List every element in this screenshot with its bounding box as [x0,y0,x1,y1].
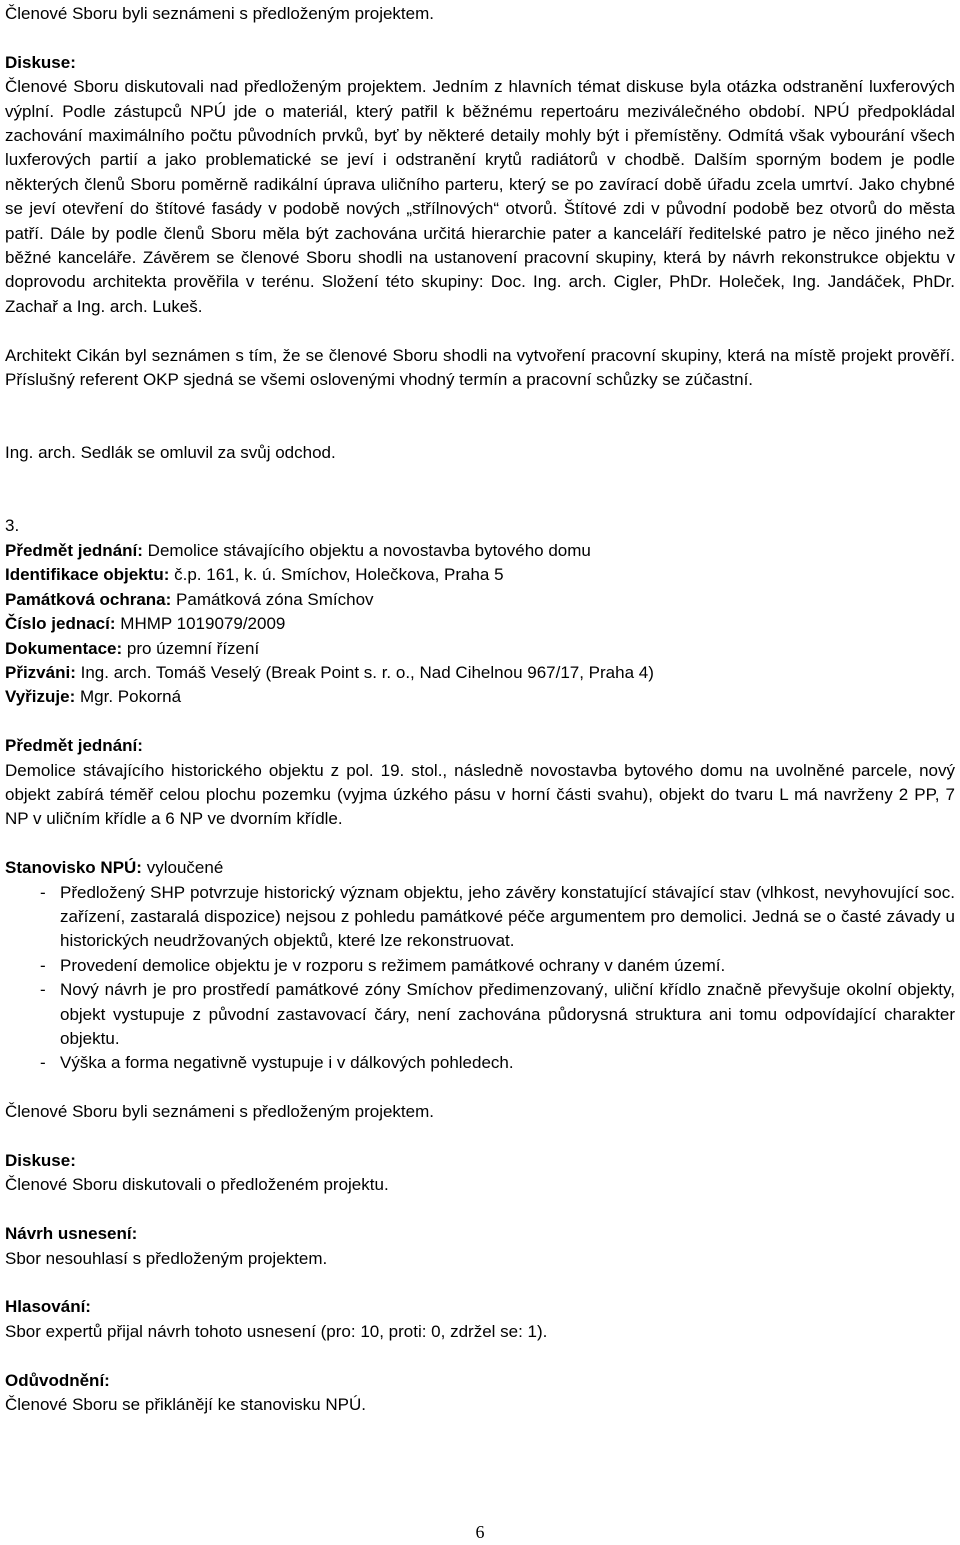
field-handled-by: Vyřizuje: Mgr. Pokorná [5,687,182,707]
npu-heading-line [5,856,955,880]
field-reference-number: Číslo jednací: MHMP 1019079/2009 [5,614,286,634]
npu-points [5,881,955,1076]
discussion-heading: Diskuse: [5,52,76,72]
page-number: 6 [475,1522,485,1542]
vote-section [5,1295,955,1344]
discussion-section [5,51,955,319]
field-subject: Předmět jednání: Demolice stávajícího objektu a novostavba bytového domu [5,540,591,560]
discussion2-text: Členové Sboru diskutovali o předloženém projektu. [5,1175,389,1195]
field-invited: Přizváni: Ing. arch. Tomáš Veselý (Break Point s. r. o., Nad Cihelnou 967/17, Praha 4) [5,662,654,682]
intro-paragraph: Členové Sboru byli seznámeni s předloženým projektem. [5,4,434,23]
list-item: - Předložený SHP potvrzuje historický význam objektu, jeho závěry konstatující stávající stav (vlhkost, nevyhovující soc. zařízení, zastaralá dispozice) nejsou z pohledu památkové péče argumentem pro demolici. Jedná se o časté závady u historických neudržovaných objektů, které lze rekonstruovat. [40,882,955,951]
subject-text: Demolice stávajícího historického objektu z pol. 19. stol., následně novostavba bytového domu na uvolněné parcele, nový objekt zabírá téměř celou plochu pozemku (vyjma úzkého pásu v horní části svahu), objekt do tvaru L má navrženy 2 PP, 7 NP v uličním křídle a 6 NP ve dvorním křídle. [5,760,955,829]
departure-note: Ing. arch. Sedlák se omluvil za svůj odchod. [5,443,336,463]
resolution-text: Sbor nesouhlasí s předloženým projektem. [5,1248,328,1268]
npu-section [5,856,955,1076]
field-protection: Památková ochrana: Památková zóna Smíchov [5,589,374,609]
subject-section [5,734,955,832]
vote-text: Sbor expertů přijal návrh tohoto usnesení (pro: 10, proti: 0, zdržel se: 1). [5,1321,548,1341]
subject-heading: Předmět jednání: [5,736,143,756]
list-item: - Provedení demolice objektu je v rozporu s režimem památkové ochrany v daném území. [40,955,726,975]
npu-verdict: vyloučené [146,858,224,878]
reasoning-heading: Odůvodnění: [5,1370,110,1390]
architect-note: Architekt Cikán byl seznámen s tím, že se členové Sboru shodli na vytvoření pracovní skupiny, která na místě projekt prověří. Příslušný referent OKP sjedná se všemi oslovenými vhodný termín a pracovní schůzky se zúčastní. [5,345,955,390]
list-item: - Nový návrh je pro prostředí památkové zóny Smíchov předimenzovaný, uliční křídlo značně převyšuje okolní objekty, objekt vystupuje z původní zastavovací čáry, není zachována půdorysná struktura ani tomu odpovídající charakter objektu. [40,980,955,1048]
npu-heading: Stanovisko NPÚ: [5,858,142,878]
resolution-heading: Návrh usnesení: [5,1224,138,1244]
resolution-section [5,1222,955,1271]
item-fields [5,539,955,710]
field-identification: Identifikace objektu: č.p. 161, k. ú. Smíchov, Holečkova, Praha 5 [5,565,504,585]
acquainted-paragraph: Členové Sboru byli seznámeni s předloženým projektem. [5,1102,434,1122]
field-documentation: Dokumentace: pro územní řízení [5,638,260,658]
item-number: 3. [5,516,20,536]
reasoning-text: Členové Sboru se přiklánějí ke stanovisku NPÚ. [5,1394,366,1414]
document-page [5,2,955,1417]
list-item: - Výška a forma negativně vystupuje i v dálkových pohledech. [40,1053,514,1073]
discussion-text: Členové Sboru diskutovali nad předloženým projektem. Jedním z hlavních témat diskuse byla otázka odstranění luxferových výplní. Podle zástupců NPÚ jde o materiál, který patřil k běžnému repertoáru meziválečného období. NPÚ předpokládal zachování maximálního počtu původních prvků, byť by některé detaily mohly být i přemístěny. Odmítá však vybourání všech luxferových partií a jako problematické se jeví i odstranění krytů radiátorů v chodbě. Dalším sporným bodem je podle některých členů Sboru poměrně radikální úprava uličního parteru, který se po zavírací době úřadu zcela umrtví. Jako chybné se jeví otevření do štítové fasády v podobě nových „střílnových“ otvorů. Štítové zdi v původní podobě bez otvorů do města patří. Dále by podle členů Sboru měla být zachována určitá hierarchie pater a kanceláří ředitelské patro je něco jiného než běžné kanceláře. Závěrem se členové Sboru shodli na ustanovení pracovní skupiny, která by návrh rekonstrukce objektu v doprovodu architekta prověřila v terénu. Složení této skupiny: Doc. Ing. arch. Cigler, PhDr. Holeček, Ing. Jandáček, PhDr. Zachař a Ing. arch. Lukeš. [5,77,955,316]
vote-heading: Hlasování: [5,1297,91,1317]
discussion2-section [5,1149,955,1198]
discussion2-heading: Diskuse: [5,1150,76,1170]
reasoning-section [5,1369,955,1418]
